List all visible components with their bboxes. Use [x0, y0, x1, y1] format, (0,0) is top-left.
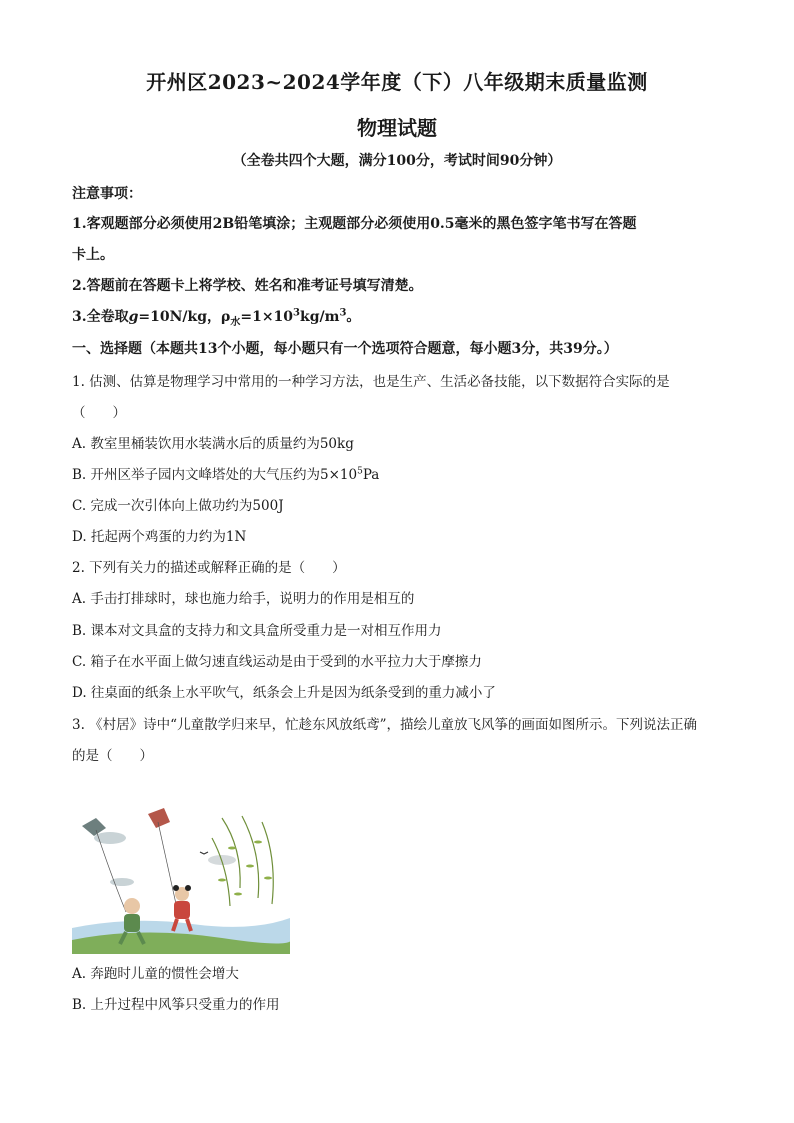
q3-option-a: A. 奔跑时儿童的惯性会增大	[72, 966, 239, 982]
q1-stem-line-1: 1. 估测、估算是物理学习中常用的一种学习方法，也是生产、生活必备技能，以下数据符合实际的是	[72, 374, 670, 390]
willow-leaves	[218, 841, 272, 896]
q1-option-a: A. 教室里桶装饮用水装满水后的质量约为50kg	[72, 436, 354, 452]
note-2: 2.答题前在答题卡上将学校、姓名和准考证号填写清楚。	[72, 278, 423, 294]
note-3-exp: 3	[293, 307, 301, 319]
q2-option-d: D. 往桌面的纸条上水平吹气，纸条会上升是因为纸条受到的重力减小了	[72, 685, 496, 701]
q3-option-b: B. 上升过程中风筝只受重力的作用	[72, 997, 280, 1013]
note-3-sub: 水	[230, 316, 241, 328]
q1-option-b-suffix: Pa	[362, 467, 380, 483]
q3-stem-line-2: 的是（ ）	[72, 748, 153, 764]
q2-option-c: C. 箱子在水平面上做匀速直线运动是由于受到的水平拉力大于摩擦力	[72, 654, 482, 670]
note-3-mid: =10N/kg，ρ	[138, 309, 231, 325]
q1-stem-line-2: （ ）	[72, 405, 126, 421]
note-3-g: g	[128, 309, 139, 325]
note-3-prefix: 3.全卷取	[72, 309, 129, 325]
note-3-eq: =1×10	[240, 309, 294, 325]
note-3-unitexp: 3	[339, 307, 347, 319]
kite-string-top	[158, 822, 176, 904]
notes-heading: 注意事项：	[72, 186, 142, 202]
subject-title: 物理试题	[357, 116, 437, 140]
q2-option-a: A. 手击打排球时，球也施力给手，说明力的作用是相互的	[72, 591, 415, 607]
note-3-end: 。	[346, 309, 361, 325]
q1-option-c: C. 完成一次引体向上做功约为500J	[72, 498, 284, 514]
q1-option-b	[72, 463, 379, 483]
note-1-line-2: 卡上。	[72, 247, 114, 263]
q2-stem: 2. 下列有关力的描述或解释正确的是（ ）	[72, 560, 346, 576]
q1-option-b-prefix: B. 开州区举子园内文峰塔处的大气压约为5×10	[72, 467, 358, 483]
note-1-line-1: 1.客观题部分必须使用2B铅笔填涂；主观题部分必须使用0.5毫米的黑色签字笔书写在答题	[72, 216, 637, 232]
exam-title: 开州区2023~2024学年度（下）八年级期末质量监测	[146, 70, 648, 94]
q3-stem-line-1: 3. 《村居》诗中“儿童散学归来早，忙趁东风放纸鸢”，描绘儿童放飞风筝的画面如图所示。下列说法正确	[72, 717, 697, 733]
exam-info: （全卷共四个大题，满分100分，考试时间90分钟）	[232, 153, 562, 169]
kite-flying-illustration	[72, 808, 290, 954]
q2-option-b: B. 课本对文具盒的支持力和文具盒所受重力是一对相互作用力	[72, 623, 442, 639]
section-1-heading: 一、选择题（本题共13个小题，每小题只有一个选项符合题意，每小题3分，共39分。）	[72, 341, 618, 357]
q1-option-d: D. 托起两个鸡蛋的力约为1N	[72, 529, 247, 545]
q1-option-b-exp: 5	[357, 466, 363, 477]
note-3-unit: kg/m	[300, 309, 340, 325]
note-3	[72, 306, 360, 328]
bird-icon	[200, 852, 208, 854]
